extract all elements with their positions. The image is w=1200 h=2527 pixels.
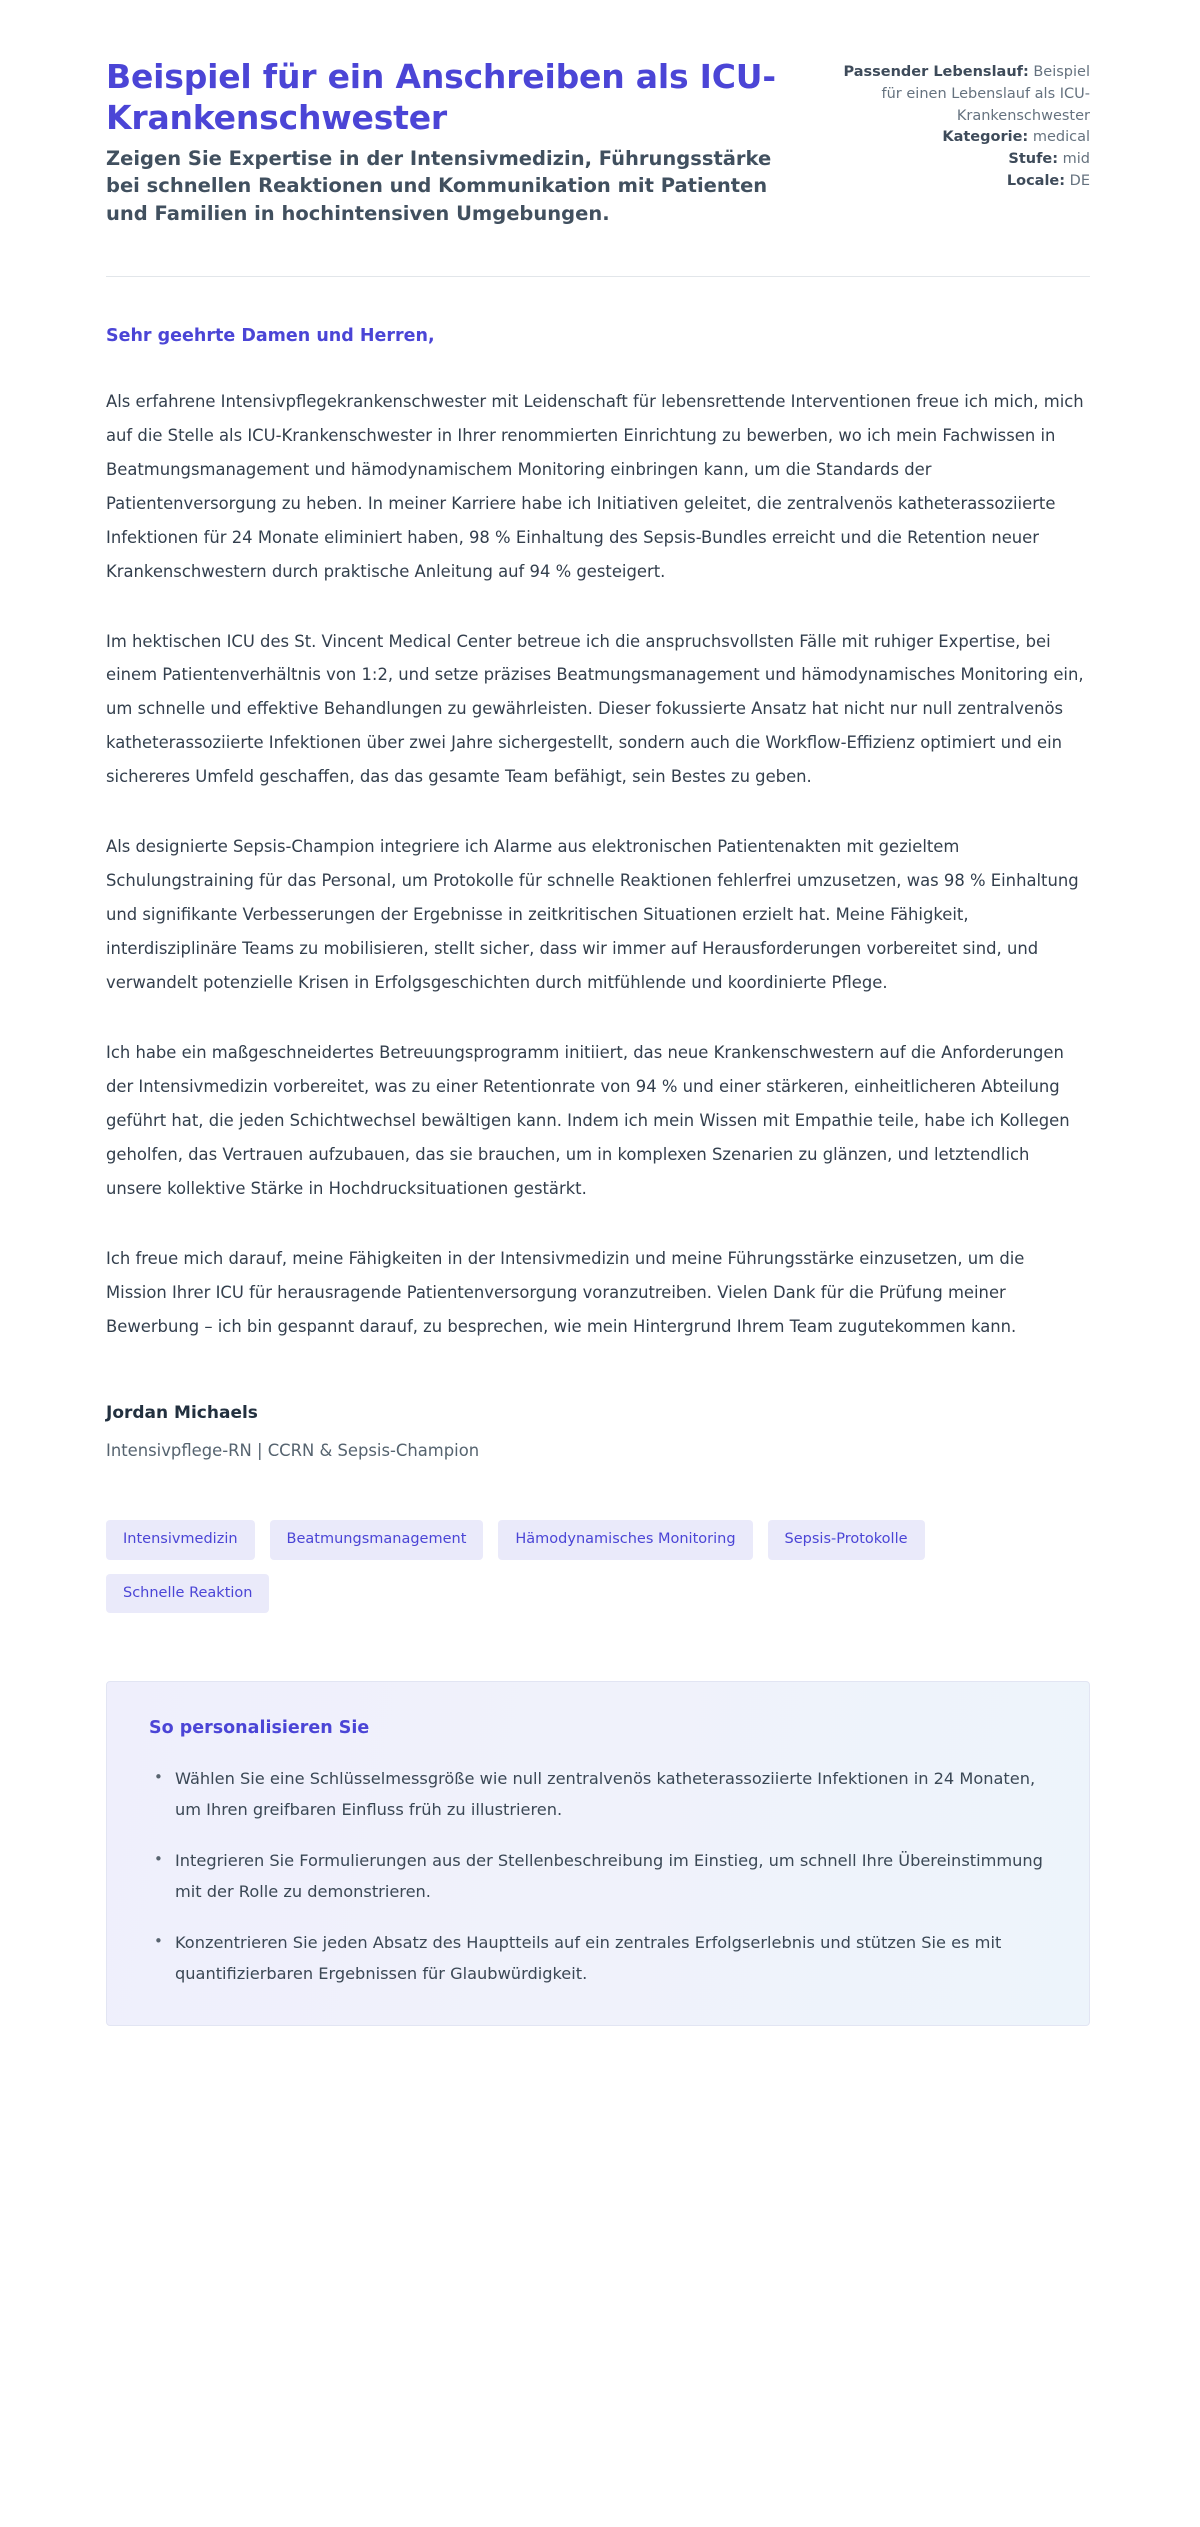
meta-label-category: Kategorie:: [942, 129, 1029, 146]
personalization-callout: [106, 1681, 1090, 2026]
callout-tip-list: [149, 1763, 1047, 1990]
letter-paragraph: Als designierte Sepsis-Champion integriere ich Alarme aus elektronischen Patientenakten mit gezieltem Schulungstraining für das Personal, um Protokolle für schnelle Reaktionen fehlerfrei umzusetzen, was 98 % Einhaltung und signifikante Verbesserungen der Ergebnisse in zeitkritischen Situationen erzielt hat. Meine Fähigkeit, interdisziplinäre Teams zu mobilisieren, stellt sicher, dass wir immer auf Herausforderungen vorbereitet sind, und verwandelt potenzielle Krisen in Erfolgsgeschichten durch mitfühlende und koordinierte Pflege.: [106, 837, 1079, 993]
meta-label-level: Stufe:: [1008, 151, 1059, 167]
skill-tag[interactable]: Hämodynamisches Monitoring: [498, 1520, 752, 1560]
callout-tip-item: • Konzentrieren Sie jeden Absatz des Hauptteils auf ein zentrales Erfolgserlebnis und stützen Sie es mit quantifizierbaren Ergebnissen für Glaubwürdigkeit.: [149, 1927, 1047, 1989]
meta-row-resume: [822, 62, 1090, 127]
letter-paragraph: Ich habe ein maßgeschneidertes Betreuungsprogramm initiiert, das neue Krankenschwestern auf die Anforderungen der Intensivmedizin vorbereitet, was zu einer Retentionrate von 94 % und einer stärkeren, einheitlicheren Abteilung geführt hat, die jeden Schichtwechsel bewältigen kann. Indem ich mein Wissen mit Empathie teile, habe ich Kollegen geholfen, das Vertrauen aufzubauen, das sie brauchen, um in komplexen Szenarien zu glänzen, und letztendlich unsere kollektive Stärke in Hochdrucksituationen gestärkt.: [106, 1043, 1070, 1198]
header-text-block: [106, 56, 794, 228]
callout-tip-item: • Integrieren Sie Formulierungen aus der Stellenbeschreibung im Einstieg, um schnell Ihre Übereinstimmung mit der Rolle zu demonstrieren.: [149, 1845, 1047, 1907]
letter-paragraphs: [106, 385, 1090, 1344]
meta-value-category: medical: [1032, 129, 1090, 146]
skill-tag[interactable]: Intensivmedizin: [106, 1520, 255, 1560]
meta-label-locale: Locale:: [1006, 172, 1066, 189]
skill-tag-list: [106, 1520, 1090, 1613]
page-title: Beispiel für ein Anschreiben als ICU-Krankenschwester: [106, 57, 776, 138]
skill-tag[interactable]: Beatmungsmanagement: [270, 1520, 484, 1560]
letter-paragraph: Im hektischen ICU des St. Vincent Medical Center betreue ich die anspruchsvollsten Fälle mit ruhiger Expertise, bei einem Patientenverhältnis von 1:2, und setze präzises Beatmungsmanagement und hämodynamisches Monitoring ein, um schnelle und effektive Behandlungen zu gewährleisten. Dieser fokussierte Ansatz hat nicht nur null zentralvenös katheterassoziierte Infektionen über zwei Jahre sichergestellt, sondern auch die Workflow-Effizienz optimiert und ein sichereres Umfeld geschaffen, das das gesamte Team befähigt, sein Bestes zu geben.: [106, 631, 1084, 787]
letter-paragraph: Ich freue mich darauf, meine Fähigkeiten in der Intensivmedizin und meine Führungsstärke einzusetzen, um die Mission Ihrer ICU für herausragende Patientenversorgung voranzutreiben. Vielen Dank für die Prüfung meiner Bewerbung – ich bin gespannt darauf, zu besprechen, wie mein Hintergrund Ihrem Team zugutekommen kann.: [106, 1248, 1025, 1336]
signature-block: [106, 1402, 1090, 1464]
callout-title: So personalisieren Sie: [149, 1718, 370, 1739]
skill-tag[interactable]: Sepsis-Protokolle: [768, 1520, 925, 1560]
callout-tip-item: • Wählen Sie eine Schlüsselmessgröße wie null zentralvenös katheterassoziierte Infektionen in 24 Monaten, um Ihren greifbaren Einfluss früh zu illustrieren.: [149, 1763, 1047, 1825]
signature-role: Intensivpflege-RN | CCRN & Sepsis-Champion: [106, 1441, 480, 1461]
meta-row-level: [822, 149, 1090, 171]
letter-salutation: Sehr geehrte Damen und Herren,: [106, 325, 435, 346]
meta-row-category: [822, 127, 1090, 149]
document-header: [106, 0, 1090, 228]
skill-tag[interactable]: Schnelle Reaktion: [106, 1574, 269, 1614]
cover-letter-body: [106, 277, 1090, 1344]
meta-value-locale: DE: [1069, 172, 1090, 189]
document-metadata: [822, 56, 1090, 193]
meta-value-resume: Beispiel für einen Lebenslauf als ICU-Krankenschwester: [881, 64, 1090, 124]
meta-label-resume: Passender Lebenslauf:: [843, 64, 1029, 80]
meta-row-locale: [822, 171, 1090, 193]
meta-value-level: mid: [1062, 151, 1090, 167]
signature-name: Jordan Michaels: [106, 1402, 258, 1423]
letter-paragraph: Als erfahrene Intensivpflegekrankenschwester mit Leidenschaft für lebensrettende Interventionen freue ich mich, mich auf die Stelle als ICU-Krankenschwester in Ihrer renommierten Einrichtung zu bewerben, wo ich mein Fachwissen in Beatmungsmanagement und hämodynamischem Monitoring einbringen kann, um die Standards der Patientenversorgung zu heben. In meiner Karriere habe ich Initiativen geleitet, die zentralvenös katheterassoziierte Infektionen für 24 Monate eliminiert haben, 98 % Einhaltung des Sepsis-Bundles erreicht und die Retention neuer Krankenschwestern durch praktische Anleitung auf 94 % gesteigert.: [106, 391, 1084, 581]
page-subtitle: Zeigen Sie Expertise in der Intensivmedizin, Führungsstärke bei schnellen Reaktionen und Kommunikation mit Patienten und Familien in hochintensiven Umgebungen.: [106, 146, 772, 225]
